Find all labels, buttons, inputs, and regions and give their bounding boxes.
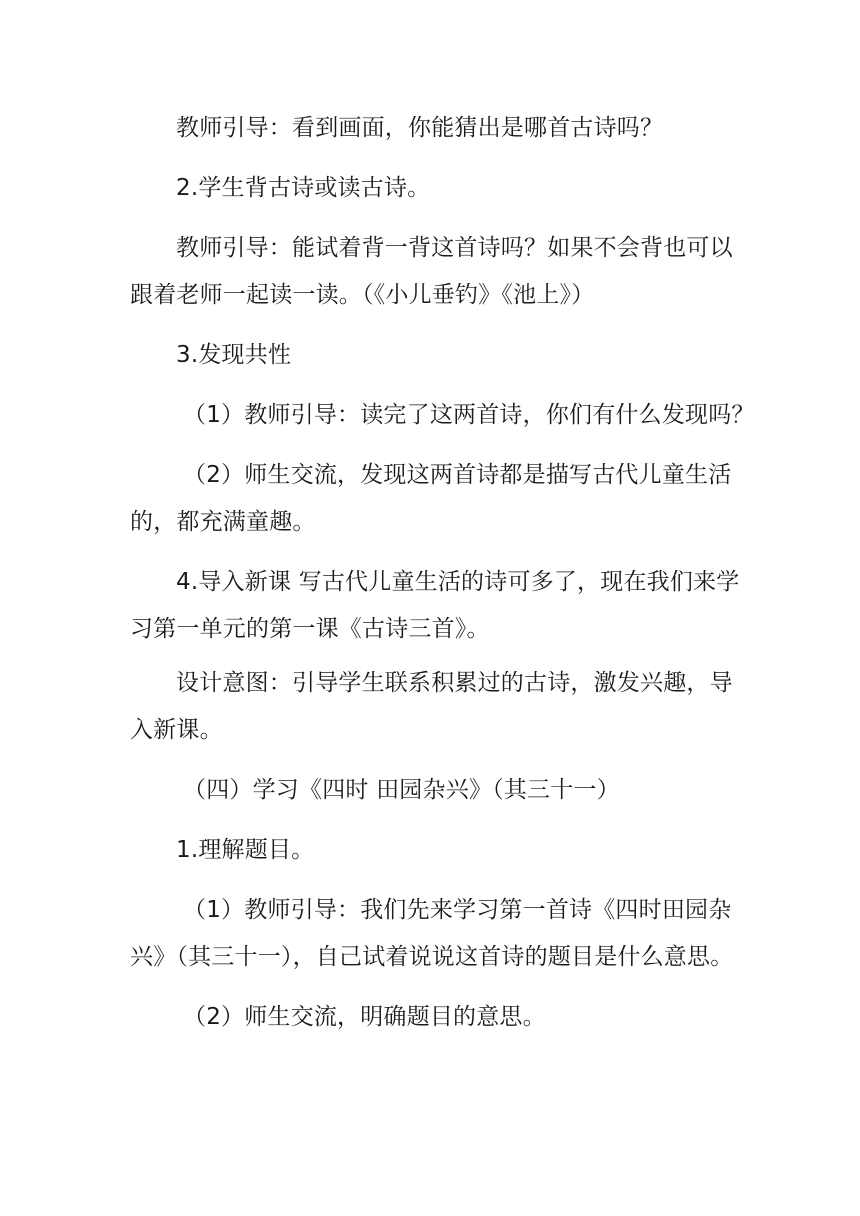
paragraph-step-3-2-line2: 的，都充满童趣。: [130, 509, 316, 535]
paragraph-step-2: 2.学生背古诗或读古诗。: [176, 175, 431, 201]
section-heading-four: （四）学习《四时 田园杂兴》（其三十一）: [183, 777, 620, 803]
paragraph-step-3-2-line1: （2）师生交流，发现这两首诗都是描写古代儿童生活: [183, 462, 732, 488]
paragraph-teacher-guide-1: 教师引导：看到画面，你能猜出是哪首古诗吗？: [176, 115, 664, 141]
paragraph-step-4-line1: 4.导入新课 写古代儿童生活的诗可多了，现在我们来学: [176, 569, 740, 595]
paragraph-understand-2: （2）师生交流，明确题目的意思。: [183, 1004, 546, 1030]
paragraph-teacher-guide-2-line2: 跟着老师一起读一读。（《小儿垂钓》《池上》）: [130, 282, 595, 308]
paragraph-step-4-line2: 习第一单元的第一课《古诗三首》。: [130, 616, 490, 642]
paragraph-design-intent-line2: 入新课。: [130, 717, 223, 743]
paragraph-understand-1-line1: （1）教师引导：我们先来学习第一首诗《四时田园杂: [183, 897, 732, 923]
paragraph-understand-title: 1.理解题目。: [176, 837, 315, 863]
paragraph-teacher-guide-2-line1: 教师引导：能试着背一背这首诗吗？如果不会背也可以: [176, 235, 733, 261]
paragraph-step-3-1: （1）教师引导：读完了这两首诗，你们有什么发现吗？: [183, 402, 755, 428]
paragraph-understand-1-line2: 兴》（其三十一），自己试着说说这首诗的题目是什么意思。: [130, 944, 734, 970]
paragraph-design-intent-line1: 设计意图：引导学生联系积累过的古诗，激发兴趣，导: [176, 670, 733, 696]
paragraph-step-3: 3.发现共性: [176, 342, 292, 368]
